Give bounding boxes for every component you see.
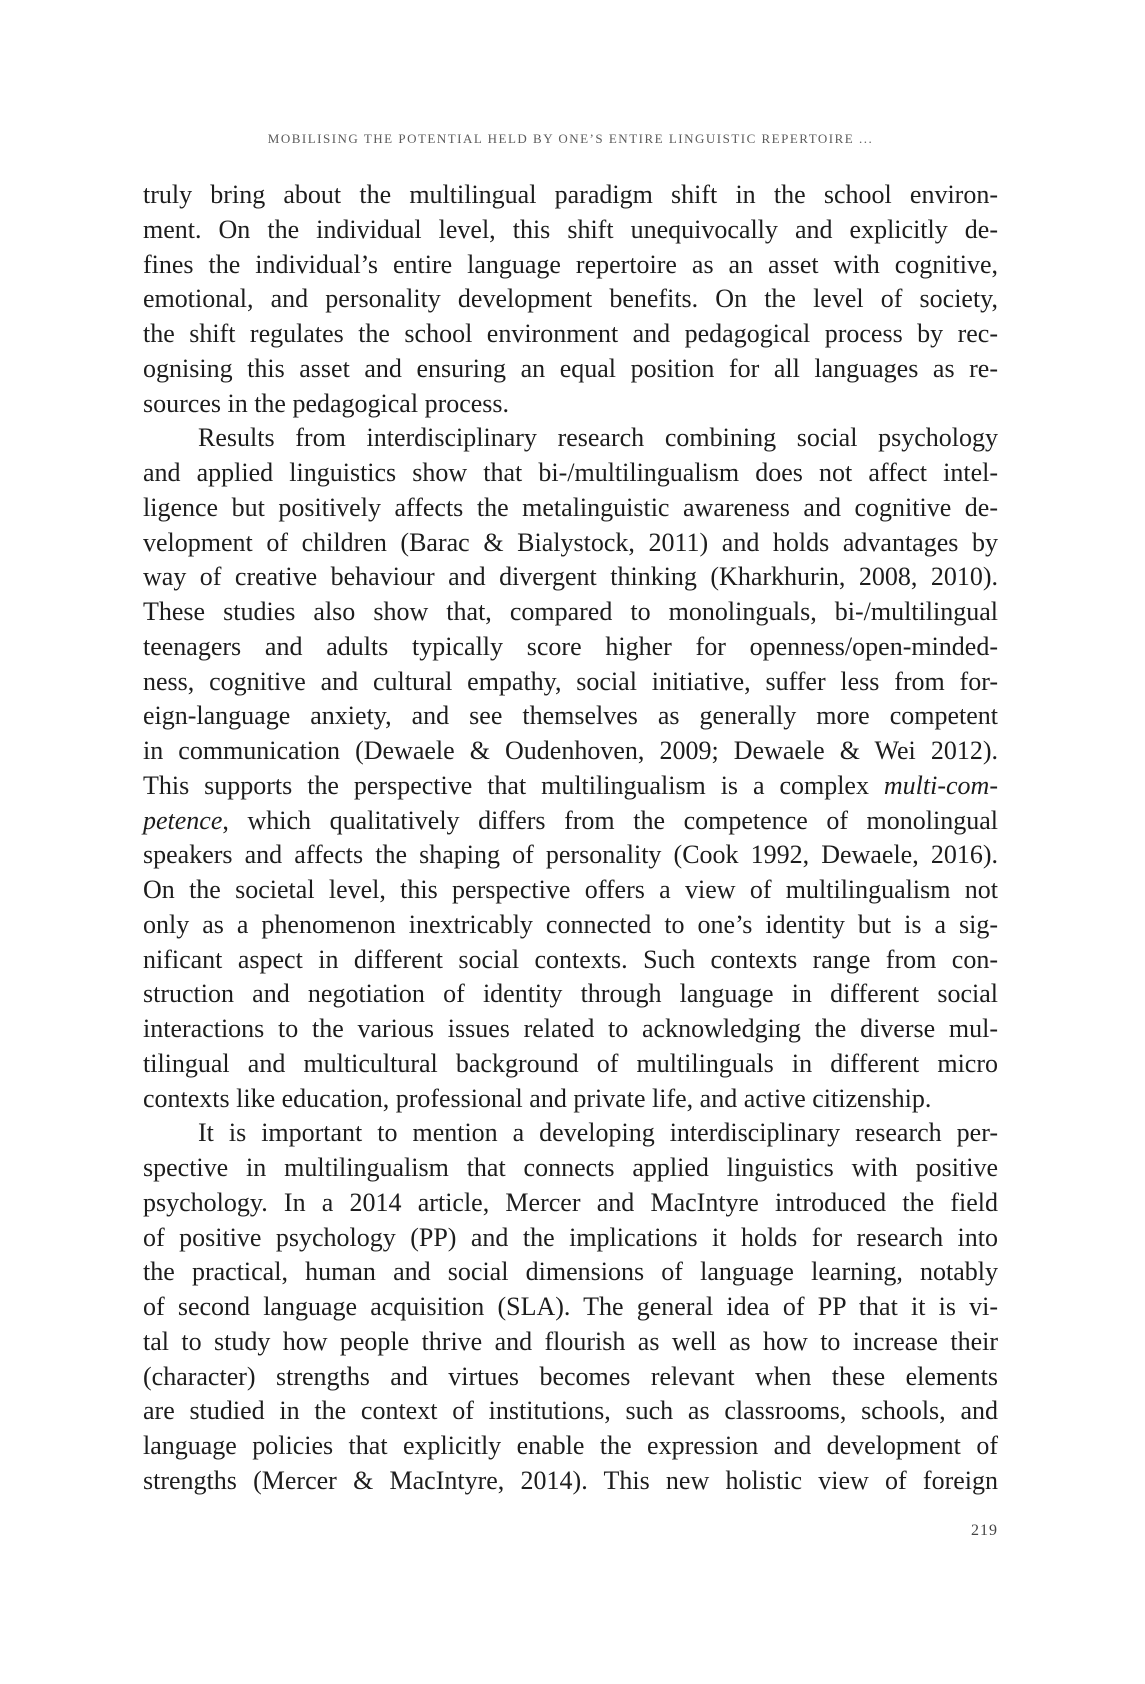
body-text <box>143 178 998 1499</box>
text-line: only as a phenomenon inextricably connected to one’s identity but is a sig- <box>143 909 998 939</box>
text-line: are studied in the context of institutions, such as classrooms, schools, and <box>143 1396 998 1426</box>
italic-term: multi-com- <box>883 770 998 800</box>
text-line: ligence but positively affects the metalinguistic awareness and cognitive de- <box>143 492 998 522</box>
text-line: of second language acquisition (SLA). The general idea of PP that it is vi- <box>143 1292 998 1321</box>
italic-term: petence <box>143 805 223 835</box>
text-line: tilingual and multicultural background of multilinguals in different micro <box>143 1048 998 1078</box>
text-line: strengths (Mercer & MacIntyre, 2014). This new holistic view of foreign <box>143 1465 998 1495</box>
text-line: spective in multilingualism that connects applied linguistics with positive <box>143 1153 998 1182</box>
text-line: psychology. In a 2014 article, Mercer and MacIntyre introduced the field <box>143 1187 998 1217</box>
running-head: MOBILISING THE POTENTIAL HELD BY ONE’S ENTIRE LINGUISTIC REPERTOIRE ... <box>267 131 874 146</box>
text-line: speakers and affects the shaping of personality (Cook 1992, Dewaele, 2016). <box>143 840 998 870</box>
text-line <box>143 769 998 804</box>
text-line: way of creative behaviour and divergent thinking (Kharkhurin, 2008, 2010). <box>143 562 998 592</box>
text-line: nificant aspect in different social contexts. Such contexts range from con- <box>143 944 998 974</box>
text-line: of positive psychology (PP) and the implications it holds for research into <box>143 1222 998 1252</box>
text-line: tal to study how people thrive and flourish as well as how to increase their <box>143 1326 998 1356</box>
text-line: These studies also show that, compared to monolinguals, bi-/multilingual <box>143 597 998 626</box>
text-line: ognising this asset and ensuring an equal position for all languages as re- <box>143 353 998 383</box>
text-line: It is important to mention a developing interdisciplinary research per- <box>198 1118 998 1148</box>
text-line: the shift regulates the school environment and pedagogical process by rec- <box>143 319 998 348</box>
text-line: eign-language anxiety, and see themselves as generally more competent <box>143 701 998 731</box>
text-line: teenagers and adults typically score higher for openness/open-minded- <box>143 631 998 661</box>
text-line: Results from interdisciplinary research combining social psychology <box>198 423 998 453</box>
text-line: struction and negotiation of identity through language in different social <box>143 979 998 1009</box>
text-line: ness, cognitive and cultural empathy, social initiative, suffer less from for- <box>143 666 998 696</box>
text-line: ment. On the individual level, this shift unequivocally and explicitly de- <box>143 214 998 244</box>
text-line: (character) strengths and virtues becomes relevant when these elements <box>143 1361 998 1391</box>
text-line: in communication (Dewaele & Oudenhoven, 2009; Dewaele & Wei 2012). <box>143 736 998 765</box>
text-line: velopment of children (Barac & Bialystock, 2011) and holds advantages by <box>143 527 998 557</box>
text-line: and applied linguistics show that bi-/multilingualism does not affect intel- <box>143 458 998 487</box>
text-segment: This supports the perspective that multilingualism is a complex <box>143 770 884 800</box>
text-line: truly bring about the multilingual paradigm shift in the school environ- <box>143 180 998 209</box>
text-line: interactions to the various issues related to acknowledging the diverse mul- <box>143 1014 998 1043</box>
text-line: fines the individual’s entire language repertoire as an asset with cognitive, <box>143 249 998 279</box>
page-number: 219 <box>971 1522 998 1539</box>
text-segment: , which qualitatively differs from the competence of monolingual <box>222 805 998 835</box>
text-line: emotional, and personality development benefits. On the level of society, <box>143 284 998 314</box>
text-line: language policies that explicitly enable the expression and development of <box>143 1431 998 1460</box>
text-line: On the societal level, this perspective offers a view of multilingualism not <box>143 875 998 904</box>
text-line: sources in the pedagogical process. <box>143 388 510 418</box>
text-line: contexts like education, professional and private life, and active citizenship. <box>143 1083 932 1113</box>
text-line: the practical, human and social dimensions of language learning, notably <box>143 1257 998 1287</box>
text-line <box>143 804 998 839</box>
